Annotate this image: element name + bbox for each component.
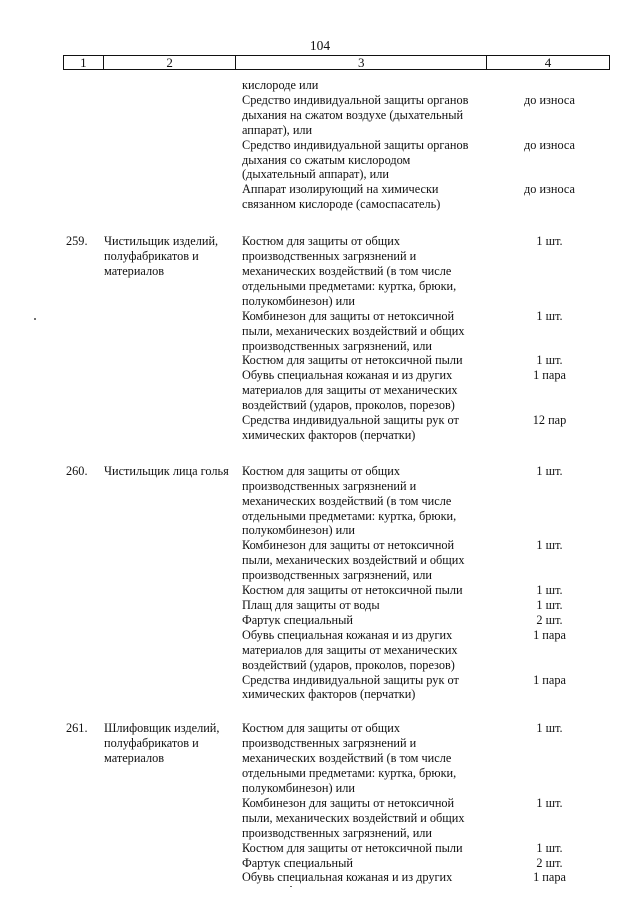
list-item	[0, 464, 640, 539]
list-item	[0, 353, 640, 368]
entry-number: 260.	[66, 463, 88, 478]
item-quantity: 1 шт.	[536, 308, 563, 323]
list-item	[0, 796, 640, 841]
item-quantity: 1 шт.	[536, 721, 563, 736]
item-quantity: 1 пара	[533, 672, 566, 687]
list-item	[0, 368, 640, 413]
list-item	[0, 182, 640, 212]
item-description: Костюм для защиты от нетоксичной пыли	[242, 840, 463, 855]
column-header-4: 4	[487, 56, 610, 70]
item-quantity: 1 шт.	[536, 840, 563, 855]
item-quantity: 1 шт.	[536, 234, 563, 249]
item-description: Комбинезон для защиты от нетоксичной пыли, механических воздействий и общих производственных загрязнений, или	[242, 538, 465, 583]
list-item	[0, 309, 640, 354]
list-item	[0, 841, 640, 856]
list-item	[0, 613, 640, 628]
scan-speck	[290, 886, 292, 887]
item-description: Аппарат изолирующий на химически связанном кислороде (самоспасатель)	[242, 182, 441, 212]
list-item	[0, 78, 640, 93]
list-item	[0, 673, 640, 703]
item-quantity: 1 шт.	[536, 463, 563, 478]
item-quantity: до износа	[523, 182, 576, 197]
item-description: Плащ для защиты от воды	[242, 598, 380, 612]
item-description: Костюм для защиты от общих производственных загрязнений и механических воздействий (в том числе отдельными предметами: куртка, брюки, полукомбинезон) или	[242, 721, 457, 795]
occupation-name: Чистильщик изделий, полуфабрикатов и материалов	[104, 234, 219, 278]
item-description: Обувь специальная кожаная и из других материалов для защиты от механических воздействий (ударов, проколов, порезов)	[242, 368, 458, 413]
item-quantity: 1 шт.	[536, 583, 563, 598]
column-header-2: 2	[103, 56, 236, 70]
column-header-1: 1	[64, 56, 104, 70]
list-item	[0, 598, 640, 613]
entry-260	[0, 464, 640, 703]
column-header-row	[64, 56, 610, 70]
list-item	[0, 234, 640, 309]
item-quantity: 2 шт.	[536, 612, 563, 627]
column-header-table	[63, 55, 610, 70]
entry-261	[0, 721, 640, 885]
item-description: Средства индивидуальной защиты рук от химических факторов (перчатки)	[242, 672, 459, 702]
page-number: 104	[309, 38, 331, 53]
item-description: Фартук специальный	[242, 855, 353, 870]
item-description: Комбинезон для защиты от нетоксичной пыли, механических воздействий и общих производственных загрязнений, или	[242, 308, 465, 353]
list-item	[0, 138, 640, 183]
list-item	[0, 721, 640, 796]
item-quantity: 1 пара	[533, 627, 566, 642]
item-description: кислороде или	[242, 78, 319, 92]
list-item	[0, 870, 640, 885]
item-description: Фартук специальный	[242, 612, 353, 627]
item-quantity: 1 пара	[533, 870, 566, 885]
list-item	[0, 93, 640, 138]
continuation-block	[0, 78, 640, 212]
column-header-3: 3	[236, 56, 487, 70]
item-description: Костюм для защиты от нетоксичной пыли	[242, 353, 463, 368]
table-body	[0, 78, 640, 885]
list-item	[0, 413, 640, 443]
list-item	[0, 628, 640, 673]
item-description: Комбинезон для защиты от нетоксичной пыли, механических воздействий и общих производственных загрязнений, или	[242, 795, 465, 840]
item-quantity: 12 пар	[532, 413, 567, 428]
item-description: Средства индивидуальной защиты рук от химических факторов (перчатки)	[242, 413, 459, 442]
item-description: Обувь специальная кожаная и из других материалов для защиты от механических воздействий (ударов, проколов, порезов)	[242, 627, 458, 672]
list-item	[0, 538, 640, 583]
item-description: Средство индивидуальной защиты органов дыхания со сжатым кислородом (дыхательный аппарат), или	[242, 137, 469, 182]
occupation-name: Шлифовщик изделий, полуфабрикатов и материалов	[104, 721, 220, 766]
list-item	[0, 856, 640, 871]
entry-259	[0, 234, 640, 443]
entry-number: 261.	[66, 721, 88, 736]
item-quantity: 2 шт.	[536, 855, 563, 870]
entry-number: 259.	[66, 234, 88, 249]
item-description: Средство индивидуальной защиты органов дыхания на сжатом воздухе (дыхательный аппарат), или	[242, 92, 469, 137]
item-quantity	[487, 78, 612, 93]
item-quantity: 1 шт.	[536, 538, 563, 553]
scan-speck	[34, 318, 36, 320]
item-quantity: до износа	[523, 92, 576, 107]
occupation-name: Чистильщик лица голья	[104, 463, 229, 478]
item-description: Обувь специальная кожаная и из других	[242, 870, 453, 885]
item-quantity: до износа	[523, 137, 576, 152]
item-description: Костюм для защиты от общих производственных загрязнений и механических воздействий (в том числе отдельными предметами: куртка, брюки, полукомбинезон) или	[242, 463, 457, 538]
item-quantity: 1 шт.	[536, 795, 563, 810]
item-description: Костюм для защиты от общих производственных загрязнений и механических воздействий (в том числе отдельными предметами: куртка, брюки, полукомбинезон) или	[242, 234, 457, 308]
item-description: Костюм для защиты от нетоксичной пыли	[242, 583, 463, 598]
item-quantity: 1 шт.	[536, 353, 563, 368]
item-quantity: 1 шт.	[536, 598, 563, 612]
item-quantity: 1 пара	[533, 368, 566, 383]
list-item	[0, 583, 640, 598]
